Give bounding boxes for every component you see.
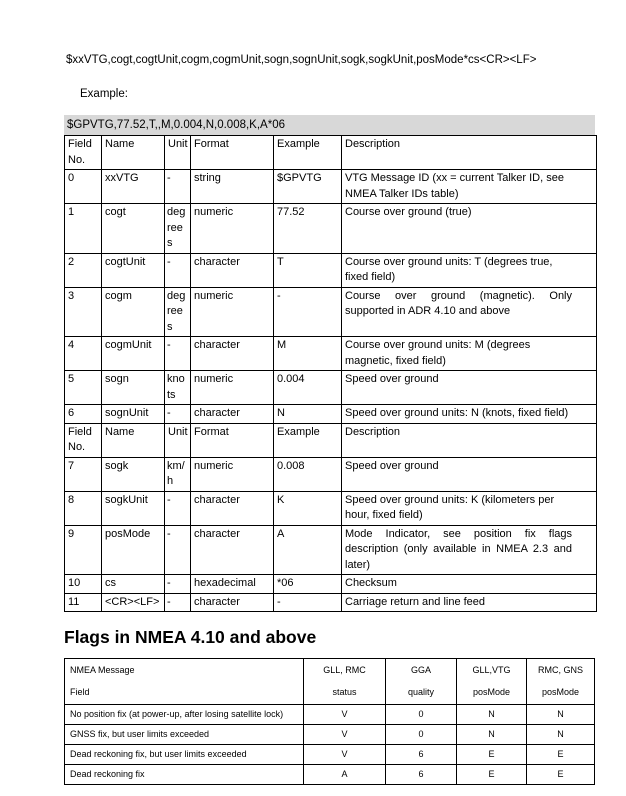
flags-row <box>65 745 595 765</box>
cell-unit: - <box>165 525 191 575</box>
cell-example: $GPVTG <box>274 170 342 204</box>
flags-header-line2: status <box>332 687 357 697</box>
cell-example: T <box>274 253 342 287</box>
cell-unit: - <box>165 575 191 594</box>
flags-value: E <box>457 765 527 785</box>
cell-description: Speed over ground <box>342 457 597 491</box>
table-row <box>65 405 597 424</box>
cell-field-no: 5 <box>65 371 102 405</box>
cell-name: sogk <box>102 457 165 491</box>
flags-column-header <box>457 659 527 705</box>
cell-field-no: 8 <box>65 491 102 525</box>
cell-name: cogtUnit <box>102 253 165 287</box>
column-header-unit: Unit <box>165 423 191 457</box>
table-row <box>65 491 597 525</box>
flags-header-line1: RMC, GNS <box>538 665 583 675</box>
cell-name: <CR><LF> <box>102 593 165 612</box>
cell-field-no: 11 <box>65 593 102 612</box>
flags-section-heading: Flags in NMEA 4.10 and above <box>64 627 317 647</box>
table-row <box>65 337 597 371</box>
example-sentence-highlight: $GPVTG,77.52,T,,M,0.004,N,0.008,K,A*06 <box>64 115 595 135</box>
table-row <box>65 525 597 575</box>
flags-header-line1: GLL, RMC <box>323 665 366 675</box>
cell-unit: - <box>165 491 191 525</box>
flags-value: V <box>304 705 386 725</box>
example-label: Example: <box>80 88 128 100</box>
flags-value: E <box>457 745 527 765</box>
cell-example: 0.008 <box>274 457 342 491</box>
flags-value: 6 <box>386 765 457 785</box>
column-header-format: Format <box>191 136 274 170</box>
cell-field-no: 2 <box>65 253 102 287</box>
cell-unit: degrees <box>165 204 191 254</box>
cell-field-no: 10 <box>65 575 102 594</box>
cell-name: cogt <box>102 204 165 254</box>
cell-description: VTG Message ID (xx = current Talker ID, see NMEA Talker IDs table) <box>342 170 597 204</box>
flags-header-line1: GLL,VTG <box>472 665 511 675</box>
cell-description: Speed over ground units: K (kilometers per hour, fixed field) <box>342 491 597 525</box>
table-row <box>65 371 597 405</box>
flags-value: 6 <box>386 745 457 765</box>
flags-row-label: No position fix (at power-up, after losing satellite lock) <box>65 705 304 725</box>
flags-value: N <box>457 705 527 725</box>
vtg-message-table <box>64 135 597 612</box>
flags-value: 0 <box>386 705 457 725</box>
vtg-syntax-line: $xxVTG,cogt,cogtUnit,cogm,cogmUnit,sogn,sognUnit,sogk,sogkUnit,posMode*cs<CR><LF> <box>66 54 537 66</box>
cell-name: posMode <box>102 525 165 575</box>
cell-description: Mode Indicator, see position fix flags description (only available in NMEA 2.3 and later) <box>342 525 597 575</box>
flags-header-row <box>65 659 595 705</box>
cell-name: sogn <box>102 371 165 405</box>
flags-corner-header <box>65 659 304 705</box>
column-header-field-no: Field No. <box>65 136 102 170</box>
cell-name: cs <box>102 575 165 594</box>
flags-value: V <box>304 745 386 765</box>
cell-format: character <box>191 491 274 525</box>
flags-value: N <box>527 725 595 745</box>
cell-unit: - <box>165 337 191 371</box>
cell-unit: - <box>165 405 191 424</box>
column-header-name: Name <box>102 423 165 457</box>
table-row <box>65 575 597 594</box>
cell-field-no: 9 <box>65 525 102 575</box>
flags-column-header <box>386 659 457 705</box>
column-header-field-no: Field No. <box>65 423 102 457</box>
column-header-description: Description <box>342 423 597 457</box>
cell-name: sogkUnit <box>102 491 165 525</box>
cell-example: - <box>274 287 342 337</box>
cell-format: numeric <box>191 204 274 254</box>
cell-example: K <box>274 491 342 525</box>
cell-unit: knots <box>165 371 191 405</box>
flags-row <box>65 725 595 745</box>
cell-example: 77.52 <box>274 204 342 254</box>
cell-format: hexadecimal <box>191 575 274 594</box>
cell-field-no: 3 <box>65 287 102 337</box>
flags-header-line2: quality <box>407 687 434 697</box>
cell-unit: degrees <box>165 287 191 337</box>
table-row <box>65 204 597 254</box>
column-header-format: Format <box>191 423 274 457</box>
flags-value: E <box>527 765 595 785</box>
cell-description: Course over ground (magnetic). Only supported in ADR 4.10 and above <box>342 287 597 337</box>
cell-example: 0.004 <box>274 371 342 405</box>
table-row <box>65 593 597 612</box>
cell-description: Speed over ground units: N (knots, fixed field) <box>342 405 597 424</box>
cell-unit: - <box>165 253 191 287</box>
cell-example: *06 <box>274 575 342 594</box>
flags-row <box>65 705 595 725</box>
cell-unit: - <box>165 593 191 612</box>
cell-format: numeric <box>191 457 274 491</box>
table-row <box>65 253 597 287</box>
cell-format: character <box>191 593 274 612</box>
cell-description: Speed over ground <box>342 371 597 405</box>
flags-row-label: GNSS fix, but user limits exceeded <box>65 725 304 745</box>
flags-row-label: Dead reckoning fix, but user limits exceeded <box>65 745 304 765</box>
cell-example: M <box>274 337 342 371</box>
cell-name: sognUnit <box>102 405 165 424</box>
cell-format: character <box>191 405 274 424</box>
cell-example: A <box>274 525 342 575</box>
flags-value: 0 <box>386 725 457 745</box>
flags-value: N <box>527 705 595 725</box>
cell-unit: - <box>165 170 191 204</box>
cell-description: Course over ground (true) <box>342 204 597 254</box>
cell-format: numeric <box>191 287 274 337</box>
column-header-unit: Unit <box>165 136 191 170</box>
cell-field-no: 6 <box>65 405 102 424</box>
column-header-example: Example <box>274 136 342 170</box>
nmea-flags-table <box>64 658 595 785</box>
flags-row <box>65 765 595 785</box>
cell-unit: km/h <box>165 457 191 491</box>
flags-column-header <box>304 659 386 705</box>
cell-field-no: 7 <box>65 457 102 491</box>
cell-description: Course over ground units: T (degrees true, fixed field) <box>342 253 597 287</box>
column-header-description: Description <box>342 136 597 170</box>
table-row <box>65 170 597 204</box>
flags-value: E <box>527 745 595 765</box>
flags-value: N <box>457 725 527 745</box>
cell-name: cogmUnit <box>102 337 165 371</box>
flags-value: V <box>304 725 386 745</box>
cell-field-no: 4 <box>65 337 102 371</box>
cell-example: N <box>274 405 342 424</box>
flags-corner-line1: NMEA Message <box>70 665 135 675</box>
flags-column-header <box>527 659 595 705</box>
cell-description: Checksum <box>342 575 597 594</box>
flags-row-label: Dead reckoning fix <box>65 765 304 785</box>
cell-name: cogm <box>102 287 165 337</box>
flags-corner-line2: Field <box>70 687 90 697</box>
column-header-name: Name <box>102 136 165 170</box>
cell-field-no: 1 <box>65 204 102 254</box>
table-header-row <box>65 136 597 170</box>
cell-example: - <box>274 593 342 612</box>
column-header-example: Example <box>274 423 342 457</box>
cell-field-no: 0 <box>65 170 102 204</box>
cell-format: character <box>191 253 274 287</box>
table-row <box>65 457 597 491</box>
table-row <box>65 287 597 337</box>
flags-header-line2: posMode <box>472 687 511 697</box>
cell-format: character <box>191 337 274 371</box>
flags-header-line2: posMode <box>541 687 580 697</box>
cell-name: xxVTG <box>102 170 165 204</box>
cell-description: Carriage return and line feed <box>342 593 597 612</box>
cell-format: numeric <box>191 371 274 405</box>
flags-value: A <box>304 765 386 785</box>
cell-description: Course over ground units: M (degrees magnetic, fixed field) <box>342 337 597 371</box>
cell-format: string <box>191 170 274 204</box>
flags-header-line1: GGA <box>410 665 431 675</box>
table-header-row-repeat <box>65 423 597 457</box>
cell-format: character <box>191 525 274 575</box>
